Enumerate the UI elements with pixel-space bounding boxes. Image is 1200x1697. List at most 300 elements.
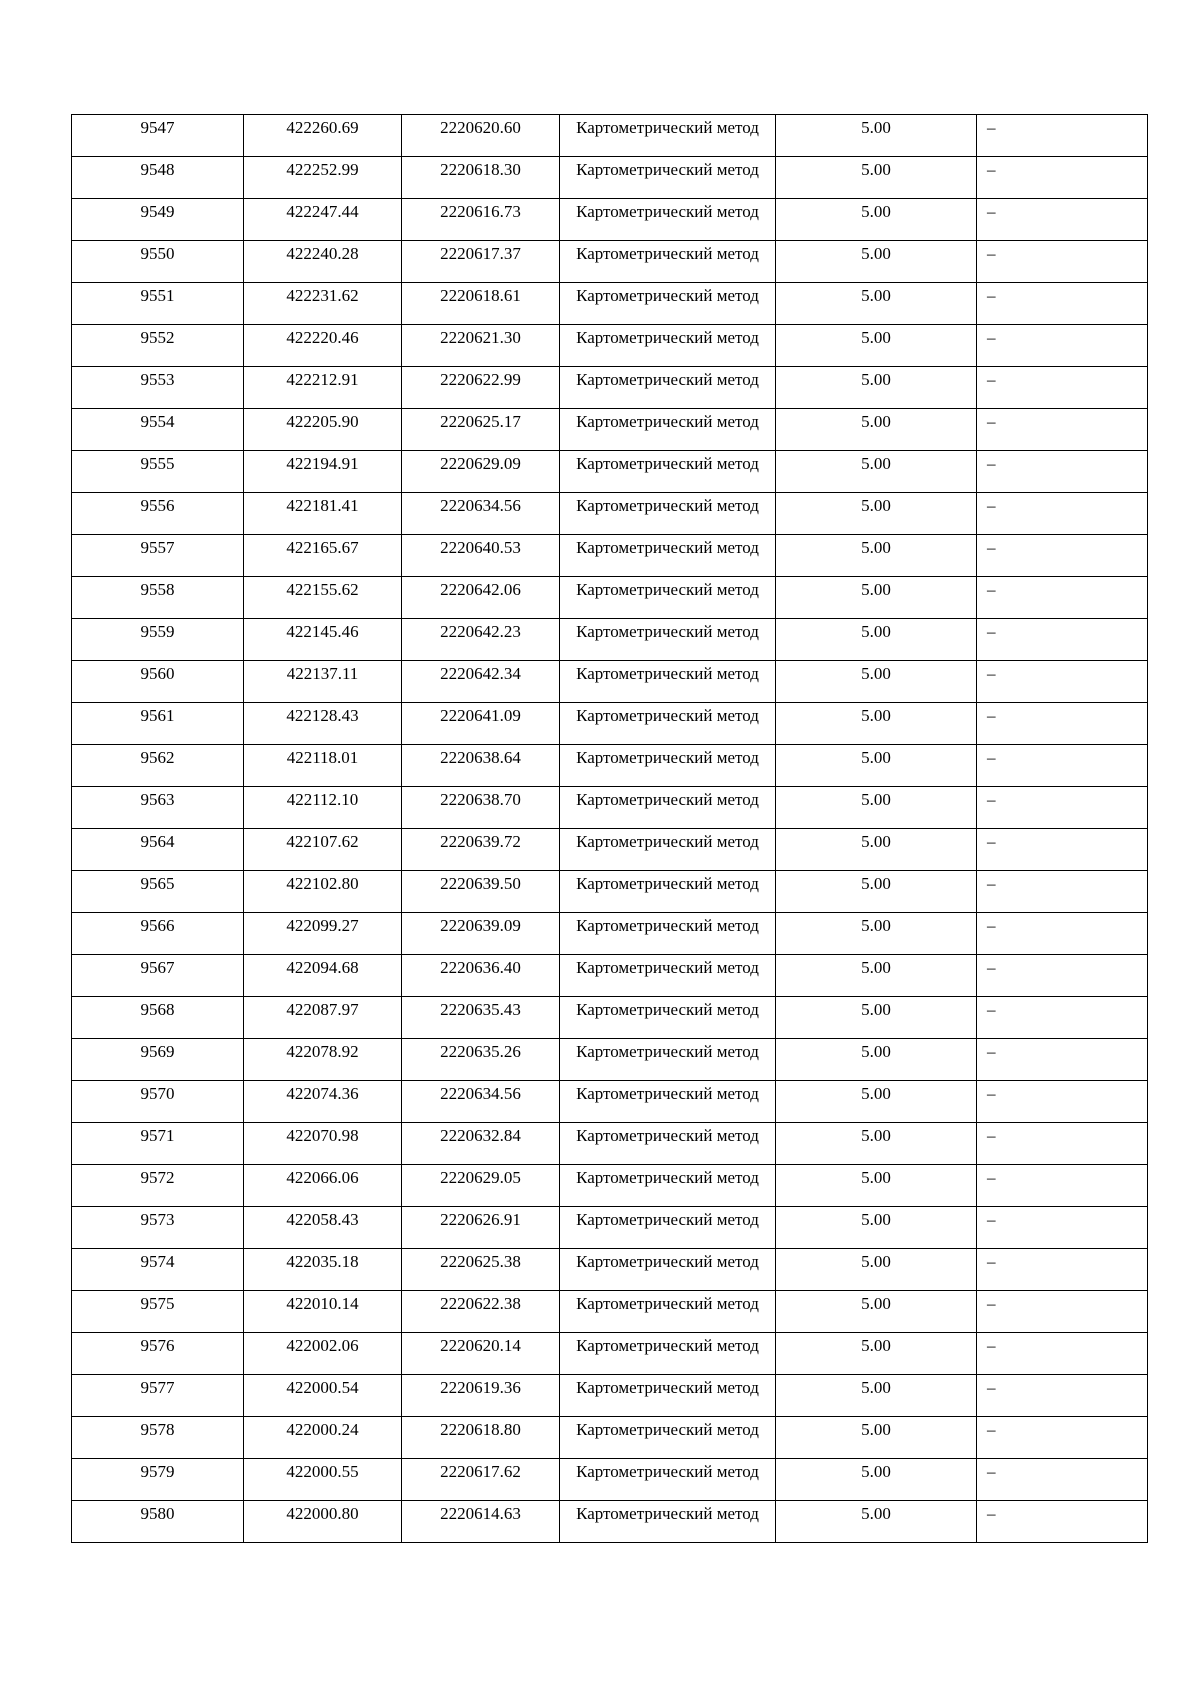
y-coordinate-cell — [402, 241, 560, 283]
accuracy-cell-text: 5.00 — [861, 454, 891, 473]
method-cell-text: Картометрический метод — [576, 832, 759, 851]
description-cell — [977, 325, 1148, 367]
point-number-cell — [72, 325, 244, 367]
y-coordinate-cell-text: 2220622.38 — [440, 1294, 521, 1313]
method-cell-text: Картометрический метод — [576, 538, 759, 557]
point-number-cell — [72, 1417, 244, 1459]
point-number-cell — [72, 787, 244, 829]
accuracy-cell — [776, 1501, 977, 1543]
y-coordinate-cell-text: 2220625.38 — [440, 1252, 521, 1271]
point-number-cell-text: 9558 — [140, 580, 175, 599]
table-row — [72, 115, 1148, 157]
x-coordinate-cell-text: 422145.46 — [286, 622, 359, 641]
method-cell-text: Картометрический метод — [576, 1252, 759, 1271]
accuracy-cell-text: 5.00 — [861, 1294, 891, 1313]
table-row — [72, 241, 1148, 283]
accuracy-cell-text: 5.00 — [861, 286, 891, 305]
method-cell-text: Картометрический метод — [576, 874, 759, 893]
description-cell — [977, 409, 1148, 451]
description-cell — [977, 871, 1148, 913]
point-number-cell — [72, 997, 244, 1039]
method-cell — [560, 493, 776, 535]
method-cell — [560, 283, 776, 325]
x-coordinate-cell-text: 422247.44 — [286, 202, 359, 221]
description-cell-text: – — [987, 1504, 996, 1523]
y-coordinate-cell — [402, 1081, 560, 1123]
point-number-cell-text: 9570 — [140, 1084, 175, 1103]
description-cell — [977, 115, 1148, 157]
y-coordinate-cell-text: 2220639.09 — [440, 916, 521, 935]
table-row — [72, 493, 1148, 535]
y-coordinate-cell-text: 2220620.60 — [440, 118, 521, 137]
method-cell — [560, 1039, 776, 1081]
table-row — [72, 871, 1148, 913]
y-coordinate-cell-text: 2220642.34 — [440, 664, 521, 683]
description-cell-text: – — [987, 1294, 996, 1313]
description-cell — [977, 997, 1148, 1039]
accuracy-cell-text: 5.00 — [861, 496, 891, 515]
description-cell-text: – — [987, 790, 996, 809]
accuracy-cell-text: 5.00 — [861, 874, 891, 893]
accuracy-cell — [776, 1207, 977, 1249]
y-coordinate-cell-text: 2220642.06 — [440, 580, 521, 599]
y-coordinate-cell — [402, 451, 560, 493]
x-coordinate-cell — [244, 1165, 402, 1207]
x-coordinate-cell — [244, 535, 402, 577]
description-cell — [977, 283, 1148, 325]
point-number-cell-text: 9569 — [140, 1042, 175, 1061]
point-number-cell — [72, 157, 244, 199]
point-number-cell — [72, 199, 244, 241]
description-cell — [977, 829, 1148, 871]
x-coordinate-cell — [244, 493, 402, 535]
y-coordinate-cell — [402, 157, 560, 199]
y-coordinate-cell — [402, 493, 560, 535]
method-cell-text: Картометрический метод — [576, 370, 759, 389]
point-number-cell — [72, 1375, 244, 1417]
accuracy-cell-text: 5.00 — [861, 1042, 891, 1061]
point-number-cell-text: 9556 — [140, 496, 175, 515]
method-cell-text: Картометрический метод — [576, 1042, 759, 1061]
accuracy-cell — [776, 1417, 977, 1459]
point-number-cell-text: 9564 — [140, 832, 175, 851]
description-cell — [977, 1501, 1148, 1543]
point-number-cell-text: 9552 — [140, 328, 175, 347]
table-row — [72, 703, 1148, 745]
description-cell — [977, 493, 1148, 535]
accuracy-cell-text: 5.00 — [861, 1252, 891, 1271]
description-cell — [977, 157, 1148, 199]
y-coordinate-cell — [402, 1375, 560, 1417]
table-row — [72, 787, 1148, 829]
x-coordinate-cell-text: 422128.43 — [286, 706, 359, 725]
table-row — [72, 1417, 1148, 1459]
x-coordinate-cell — [244, 1417, 402, 1459]
x-coordinate-cell — [244, 703, 402, 745]
description-cell-text: – — [987, 916, 996, 935]
x-coordinate-cell — [244, 1207, 402, 1249]
y-coordinate-cell — [402, 1039, 560, 1081]
y-coordinate-cell — [402, 955, 560, 997]
method-cell-text: Картометрический метод — [576, 958, 759, 977]
y-coordinate-cell — [402, 1459, 560, 1501]
point-number-cell — [72, 703, 244, 745]
accuracy-cell — [776, 157, 977, 199]
point-number-cell-text: 9549 — [140, 202, 175, 221]
method-cell — [560, 1207, 776, 1249]
y-coordinate-cell — [402, 871, 560, 913]
x-coordinate-cell — [244, 829, 402, 871]
description-cell — [977, 1459, 1148, 1501]
description-cell — [977, 241, 1148, 283]
table-row — [72, 1207, 1148, 1249]
y-coordinate-cell — [402, 1417, 560, 1459]
x-coordinate-cell — [244, 157, 402, 199]
accuracy-cell-text: 5.00 — [861, 1168, 891, 1187]
description-cell-text: – — [987, 1210, 996, 1229]
method-cell — [560, 661, 776, 703]
x-coordinate-cell — [244, 997, 402, 1039]
y-coordinate-cell — [402, 913, 560, 955]
description-cell-text: – — [987, 622, 996, 641]
method-cell-text: Картометрический метод — [576, 1000, 759, 1019]
description-cell-text: – — [987, 958, 996, 977]
x-coordinate-cell — [244, 787, 402, 829]
point-number-cell — [72, 913, 244, 955]
coordinates-table-body — [72, 115, 1148, 1543]
method-cell-text: Картометрический метод — [576, 664, 759, 683]
point-number-cell — [72, 1165, 244, 1207]
x-coordinate-cell-text: 422137.11 — [286, 664, 359, 683]
method-cell — [560, 451, 776, 493]
table-row — [72, 1333, 1148, 1375]
point-number-cell-text: 9561 — [140, 706, 175, 725]
y-coordinate-cell-text: 2220635.26 — [440, 1042, 521, 1061]
description-cell-text: – — [987, 664, 996, 683]
description-cell — [977, 451, 1148, 493]
y-coordinate-cell-text: 2220618.61 — [440, 286, 521, 305]
accuracy-cell-text: 5.00 — [861, 706, 891, 725]
point-number-cell-text: 9557 — [140, 538, 175, 557]
point-number-cell — [72, 367, 244, 409]
table-row — [72, 955, 1148, 997]
y-coordinate-cell-text: 2220621.30 — [440, 328, 521, 347]
point-number-cell-text: 9547 — [140, 118, 175, 137]
y-coordinate-cell — [402, 1249, 560, 1291]
accuracy-cell-text: 5.00 — [861, 790, 891, 809]
point-number-cell-text: 9551 — [140, 286, 175, 305]
method-cell-text: Картометрический метод — [576, 118, 759, 137]
description-cell — [977, 913, 1148, 955]
accuracy-cell — [776, 955, 977, 997]
method-cell — [560, 829, 776, 871]
y-coordinate-cell-text: 2220617.62 — [440, 1462, 521, 1481]
point-number-cell-text: 9567 — [140, 958, 175, 977]
description-cell — [977, 367, 1148, 409]
point-number-cell-text: 9577 — [140, 1378, 175, 1397]
point-number-cell — [72, 871, 244, 913]
accuracy-cell-text: 5.00 — [861, 538, 891, 557]
description-cell — [977, 577, 1148, 619]
accuracy-cell-text: 5.00 — [861, 664, 891, 683]
accuracy-cell-text: 5.00 — [861, 118, 891, 137]
point-number-cell — [72, 619, 244, 661]
x-coordinate-cell — [244, 577, 402, 619]
accuracy-cell-text: 5.00 — [861, 958, 891, 977]
y-coordinate-cell — [402, 661, 560, 703]
accuracy-cell — [776, 787, 977, 829]
point-number-cell-text: 9576 — [140, 1336, 175, 1355]
y-coordinate-cell-text: 2220616.73 — [440, 202, 521, 221]
table-row — [72, 367, 1148, 409]
accuracy-cell-text: 5.00 — [861, 1000, 891, 1019]
table-row — [72, 577, 1148, 619]
method-cell-text: Картометрический метод — [576, 1294, 759, 1313]
y-coordinate-cell-text: 2220634.56 — [440, 496, 521, 515]
x-coordinate-cell-text: 422058.43 — [286, 1210, 359, 1229]
point-number-cell-text: 9548 — [140, 160, 175, 179]
method-cell — [560, 199, 776, 241]
point-number-cell-text: 9579 — [140, 1462, 175, 1481]
method-cell — [560, 1375, 776, 1417]
y-coordinate-cell-text: 2220641.09 — [440, 706, 521, 725]
method-cell — [560, 1333, 776, 1375]
accuracy-cell — [776, 1165, 977, 1207]
x-coordinate-cell-text: 422260.69 — [286, 118, 359, 137]
y-coordinate-cell — [402, 283, 560, 325]
table-row — [72, 661, 1148, 703]
point-number-cell — [72, 661, 244, 703]
method-cell-text: Картометрический метод — [576, 1126, 759, 1145]
description-cell — [977, 1081, 1148, 1123]
accuracy-cell-text: 5.00 — [861, 1084, 891, 1103]
point-number-cell — [72, 1081, 244, 1123]
method-cell — [560, 157, 776, 199]
point-number-cell — [72, 1039, 244, 1081]
y-coordinate-cell — [402, 703, 560, 745]
method-cell-text: Картометрический метод — [576, 1168, 759, 1187]
x-coordinate-cell — [244, 1249, 402, 1291]
description-cell-text: – — [987, 286, 996, 305]
point-number-cell-text: 9574 — [140, 1252, 175, 1271]
accuracy-cell — [776, 241, 977, 283]
y-coordinate-cell-text: 2220619.36 — [440, 1378, 521, 1397]
coordinates-table — [71, 114, 1148, 1543]
method-cell — [560, 577, 776, 619]
y-coordinate-cell — [402, 829, 560, 871]
y-coordinate-cell-text: 2220639.50 — [440, 874, 521, 893]
accuracy-cell-text: 5.00 — [861, 202, 891, 221]
x-coordinate-cell — [244, 1333, 402, 1375]
description-cell-text: – — [987, 1126, 996, 1145]
x-coordinate-cell-text: 422240.28 — [286, 244, 359, 263]
point-number-cell — [72, 115, 244, 157]
method-cell — [560, 325, 776, 367]
description-cell — [977, 1249, 1148, 1291]
table-row — [72, 199, 1148, 241]
point-number-cell — [72, 493, 244, 535]
accuracy-cell — [776, 661, 977, 703]
accuracy-cell — [776, 1291, 977, 1333]
y-coordinate-cell-text: 2220629.05 — [440, 1168, 521, 1187]
accuracy-cell-text: 5.00 — [861, 622, 891, 641]
description-cell-text: – — [987, 580, 996, 599]
method-cell-text: Картометрический метод — [576, 454, 759, 473]
description-cell — [977, 1291, 1148, 1333]
x-coordinate-cell-text: 422112.10 — [286, 790, 359, 809]
point-number-cell — [72, 955, 244, 997]
x-coordinate-cell-text: 422194.91 — [286, 454, 359, 473]
y-coordinate-cell — [402, 1207, 560, 1249]
table-row — [72, 1291, 1148, 1333]
accuracy-cell — [776, 1459, 977, 1501]
x-coordinate-cell — [244, 451, 402, 493]
description-cell — [977, 1165, 1148, 1207]
method-cell — [560, 955, 776, 997]
description-cell — [977, 1333, 1148, 1375]
y-coordinate-cell-text: 2220640.53 — [440, 538, 521, 557]
description-cell — [977, 1123, 1148, 1165]
point-number-cell — [72, 1501, 244, 1543]
method-cell — [560, 1417, 776, 1459]
point-number-cell-text: 9578 — [140, 1420, 175, 1439]
method-cell-text: Картометрический метод — [576, 1504, 759, 1523]
description-cell-text: – — [987, 832, 996, 851]
x-coordinate-cell-text: 422000.55 — [286, 1462, 359, 1481]
method-cell-text: Картометрический метод — [576, 202, 759, 221]
point-number-cell-text: 9562 — [140, 748, 175, 767]
description-cell-text: – — [987, 160, 996, 179]
point-number-cell — [72, 1249, 244, 1291]
accuracy-cell — [776, 619, 977, 661]
method-cell — [560, 409, 776, 451]
x-coordinate-cell — [244, 1459, 402, 1501]
accuracy-cell-text: 5.00 — [861, 580, 891, 599]
accuracy-cell — [776, 325, 977, 367]
y-coordinate-cell — [402, 1165, 560, 1207]
accuracy-cell — [776, 1039, 977, 1081]
method-cell-text: Картометрический метод — [576, 160, 759, 179]
description-cell-text: – — [987, 118, 996, 137]
table-row — [72, 1501, 1148, 1543]
method-cell-text: Картометрический метод — [576, 706, 759, 725]
description-cell-text: – — [987, 454, 996, 473]
table-row — [72, 1249, 1148, 1291]
description-cell-text: – — [987, 244, 996, 263]
point-number-cell — [72, 241, 244, 283]
x-coordinate-cell-text: 422000.54 — [286, 1378, 359, 1397]
description-cell — [977, 1039, 1148, 1081]
x-coordinate-cell-text: 422074.36 — [286, 1084, 359, 1103]
accuracy-cell-text: 5.00 — [861, 412, 891, 431]
x-coordinate-cell-text: 422212.91 — [286, 370, 359, 389]
point-number-cell — [72, 1459, 244, 1501]
x-coordinate-cell — [244, 409, 402, 451]
x-coordinate-cell-text: 422094.68 — [286, 958, 359, 977]
description-cell — [977, 703, 1148, 745]
y-coordinate-cell — [402, 535, 560, 577]
method-cell-text: Картометрический метод — [576, 748, 759, 767]
x-coordinate-cell-text: 422078.92 — [286, 1042, 359, 1061]
x-coordinate-cell — [244, 367, 402, 409]
point-number-cell-text: 9580 — [140, 1504, 175, 1523]
description-cell-text: – — [987, 370, 996, 389]
table-row — [72, 1039, 1148, 1081]
description-cell — [977, 1417, 1148, 1459]
description-cell — [977, 745, 1148, 787]
x-coordinate-cell — [244, 199, 402, 241]
description-cell-text: – — [987, 1252, 996, 1271]
accuracy-cell — [776, 997, 977, 1039]
description-cell-text: – — [987, 412, 996, 431]
point-number-cell-text: 9575 — [140, 1294, 175, 1313]
point-number-cell-text: 9560 — [140, 664, 175, 683]
accuracy-cell — [776, 1375, 977, 1417]
y-coordinate-cell-text: 2220639.72 — [440, 832, 521, 851]
table-row — [72, 997, 1148, 1039]
point-number-cell — [72, 409, 244, 451]
x-coordinate-cell — [244, 115, 402, 157]
description-cell-text: – — [987, 1420, 996, 1439]
accuracy-cell — [776, 577, 977, 619]
method-cell-text: Картометрический метод — [576, 1210, 759, 1229]
accuracy-cell — [776, 1249, 977, 1291]
point-number-cell — [72, 451, 244, 493]
x-coordinate-cell — [244, 1291, 402, 1333]
accuracy-cell — [776, 913, 977, 955]
point-number-cell-text: 9573 — [140, 1210, 175, 1229]
x-coordinate-cell-text: 422107.62 — [286, 832, 359, 851]
point-number-cell-text: 9555 — [140, 454, 175, 473]
accuracy-cell-text: 5.00 — [861, 1336, 891, 1355]
x-coordinate-cell — [244, 1123, 402, 1165]
accuracy-cell — [776, 703, 977, 745]
table-row — [72, 409, 1148, 451]
accuracy-cell-text: 5.00 — [861, 328, 891, 347]
x-coordinate-cell — [244, 871, 402, 913]
description-cell-text: – — [987, 1084, 996, 1103]
y-coordinate-cell — [402, 367, 560, 409]
point-number-cell-text: 9571 — [140, 1126, 175, 1145]
description-cell — [977, 661, 1148, 703]
point-number-cell-text: 9565 — [140, 874, 175, 893]
table-row — [72, 1123, 1148, 1165]
x-coordinate-cell-text: 422231.62 — [286, 286, 359, 305]
table-row — [72, 1375, 1148, 1417]
description-cell-text: – — [987, 1462, 996, 1481]
method-cell — [560, 1165, 776, 1207]
x-coordinate-cell — [244, 241, 402, 283]
y-coordinate-cell-text: 2220642.23 — [440, 622, 521, 641]
point-number-cell — [72, 1207, 244, 1249]
description-cell — [977, 199, 1148, 241]
x-coordinate-cell — [244, 1081, 402, 1123]
description-cell — [977, 955, 1148, 997]
x-coordinate-cell — [244, 1039, 402, 1081]
accuracy-cell-text: 5.00 — [861, 1504, 891, 1523]
point-number-cell — [72, 577, 244, 619]
y-coordinate-cell — [402, 619, 560, 661]
method-cell-text: Картометрический метод — [576, 622, 759, 641]
description-cell-text: – — [987, 874, 996, 893]
x-coordinate-cell — [244, 745, 402, 787]
method-cell-text: Картометрический метод — [576, 328, 759, 347]
y-coordinate-cell-text: 2220626.91 — [440, 1210, 521, 1229]
point-number-cell — [72, 535, 244, 577]
method-cell — [560, 115, 776, 157]
point-number-cell-text: 9572 — [140, 1168, 175, 1187]
method-cell-text: Картометрический метод — [576, 1462, 759, 1481]
